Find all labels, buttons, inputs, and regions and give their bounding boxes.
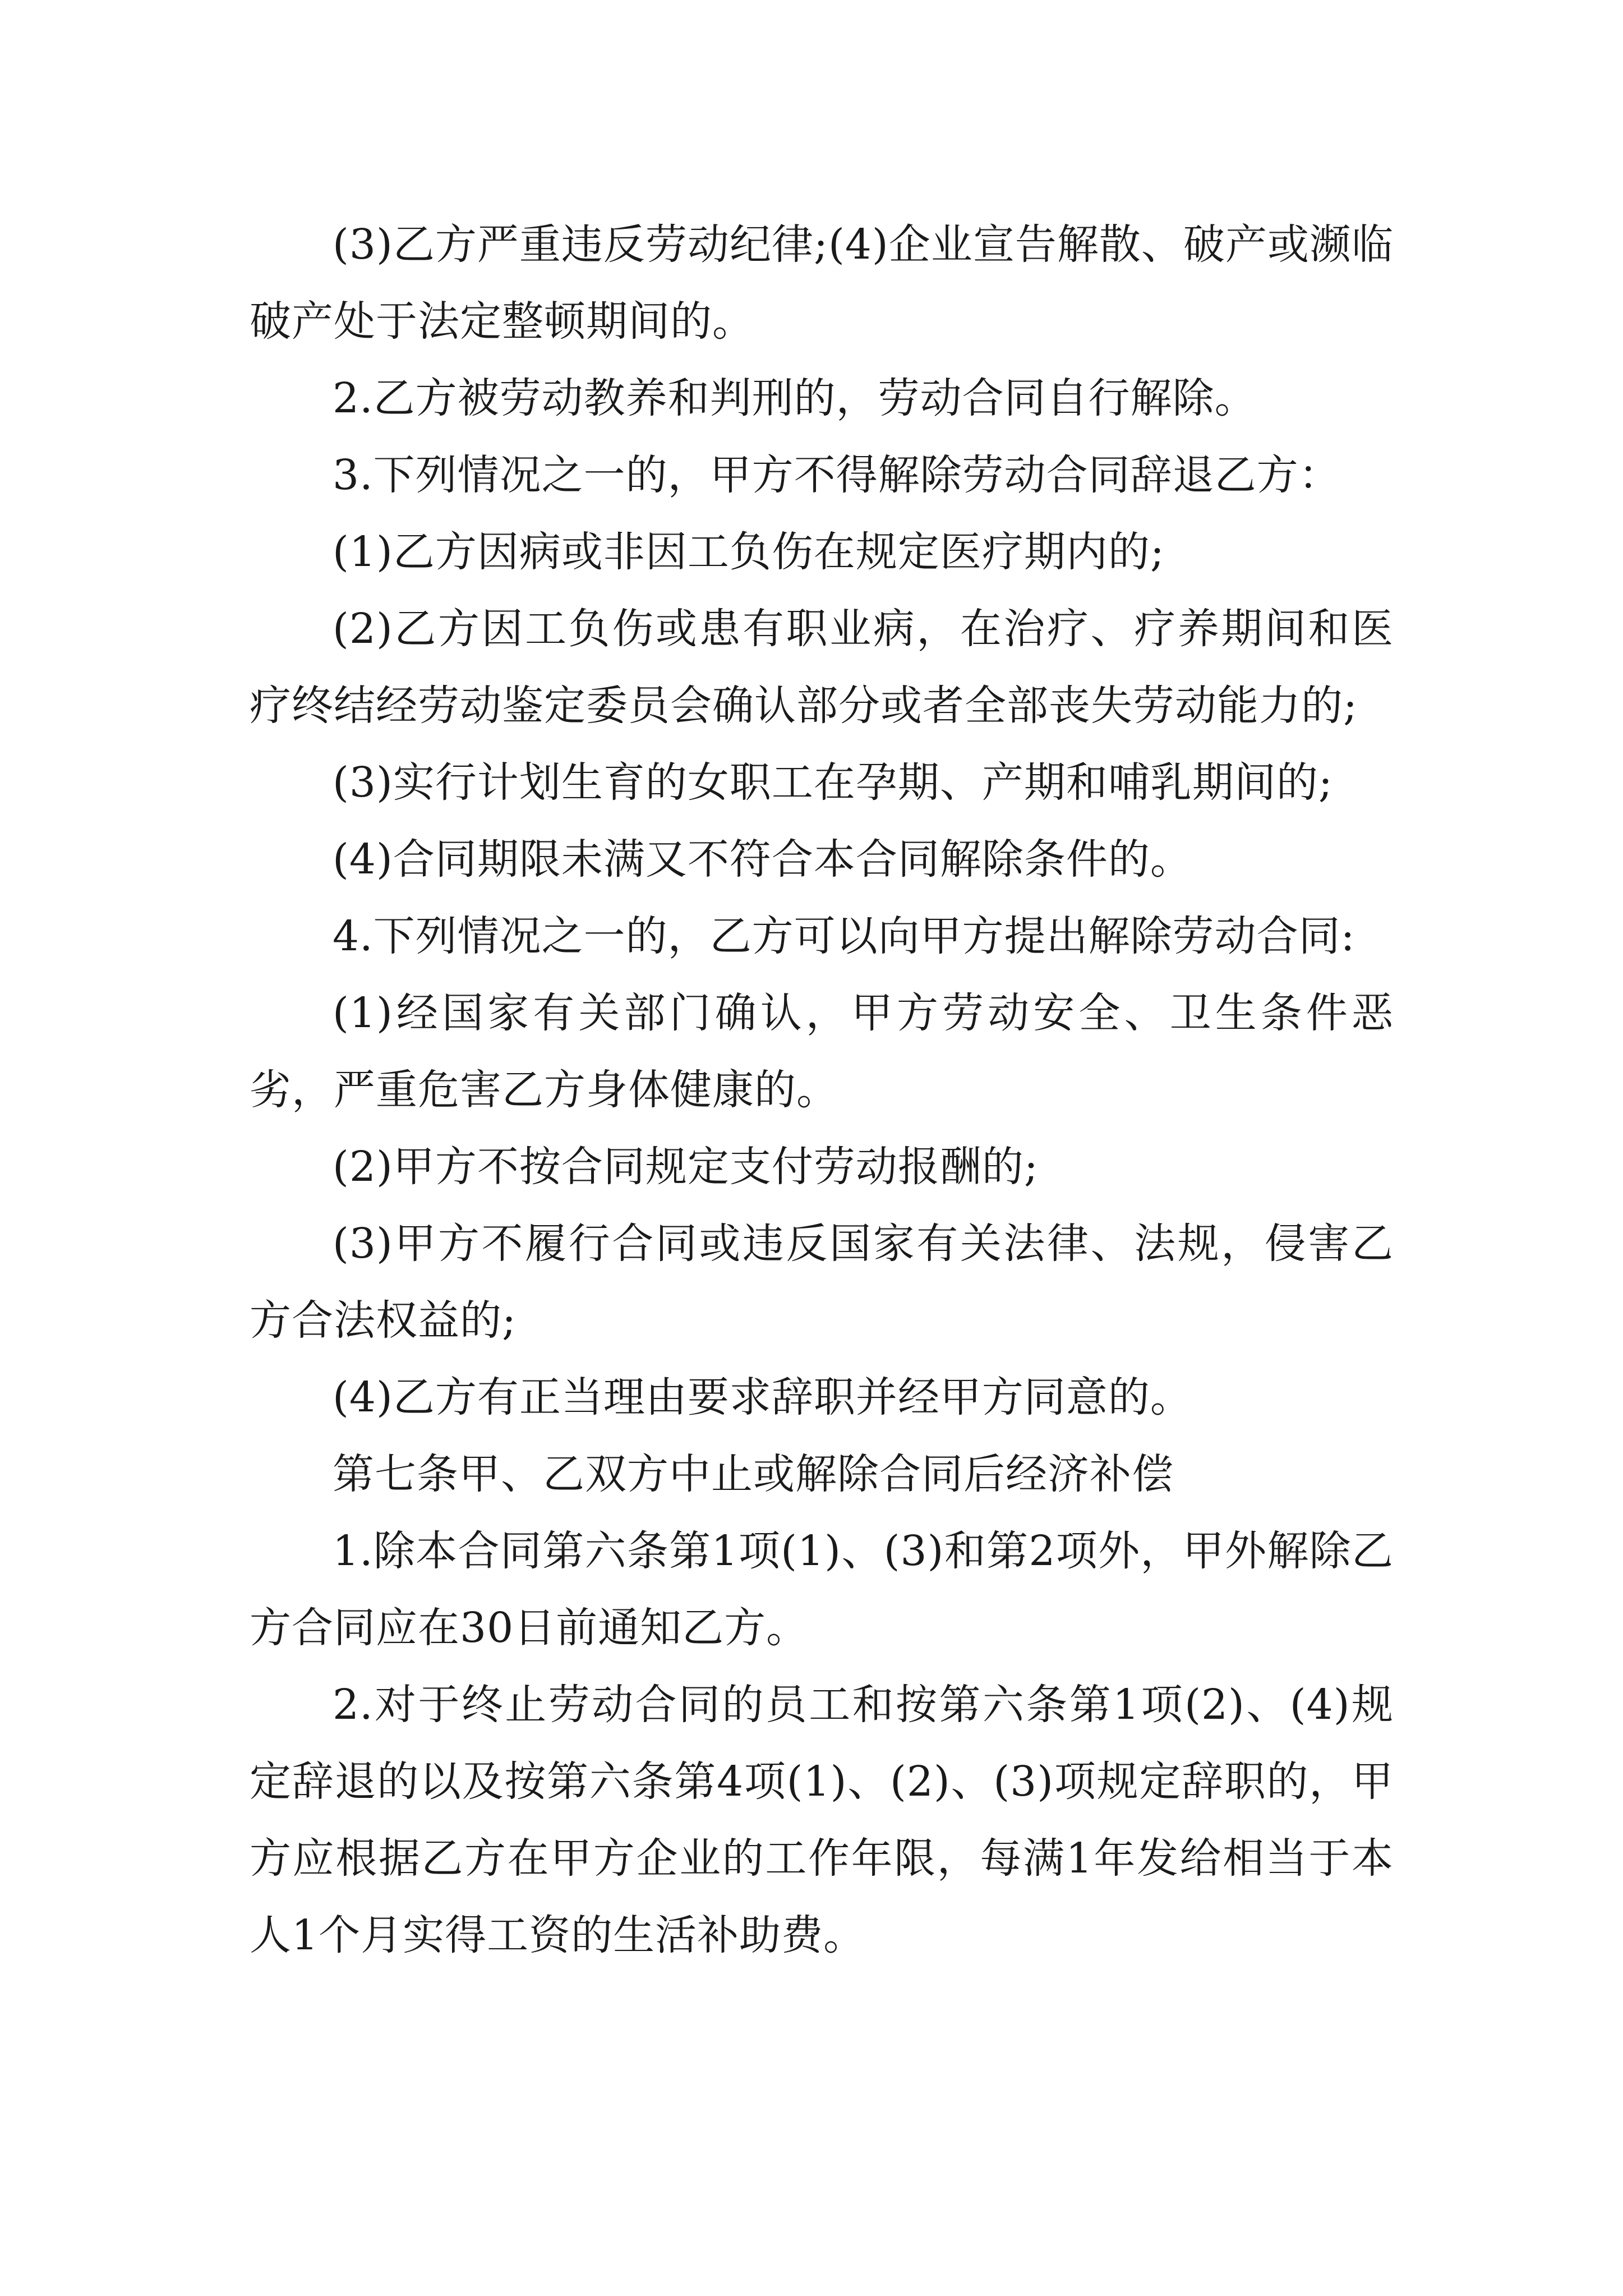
- paragraph: 1.除本合同第六条第1项(1)、(3)和第2项外，甲外解除乙方合同应在30日前通知乙方。: [250, 1527, 1394, 1652]
- document-body: [250, 206, 1394, 1974]
- paragraph: (3)实行计划生育的女职工在孕期、产期和哺乳期间的;: [333, 758, 1333, 807]
- paragraph: (1)乙方因病或非因工负伤在规定医疗期内的;: [333, 528, 1165, 576]
- paragraph: 3.下列情况之一的，甲方不得解除劳动合同辞退乙方：: [333, 451, 1341, 499]
- paragraph: 4.下列情况之一的，乙方可以向甲方提出解除劳动合同:: [333, 912, 1355, 960]
- paragraph: (2)甲方不按合同规定支付劳动报酬的;: [333, 1143, 1039, 1191]
- paragraph: (3)甲方不履行合同或违反国家有关法律、法规，侵害乙方合法权益的;: [250, 1220, 1394, 1345]
- paragraph: (3)乙方严重违反劳动纪律;(4)企业宣告解散、破产或濒临破产处于法定整顿期间的。: [250, 220, 1394, 346]
- paragraph: (4)合同期限未满又不符合本合同解除条件的。: [333, 835, 1192, 884]
- paragraph: (1)经国家有关部门确认，甲方劳动安全、卫生条件恶劣，严重危害乙方身体健康的。: [250, 989, 1394, 1114]
- paragraph: (4)乙方有正当理由要求辞职并经甲方同意的。: [333, 1373, 1192, 1421]
- section-heading: 第七条甲、乙双方中止或解除合同后经济补偿: [333, 1450, 1174, 1498]
- paragraph: 2.乙方被劳动教养和判刑的，劳动合同自行解除。: [333, 374, 1257, 422]
- paragraph: (2)乙方因工负伤或患有职业病，在治疗、疗养期间和医疗终结经劳动鉴定委员会确认部分或者全部丧失劳动能力的;: [250, 605, 1394, 730]
- paragraph: 2.对于终止劳动合同的员工和按第六条第1项(2)、(4)规定辞退的以及按第六条第4项(1)、(2)、(3)项规定辞职的，甲方应根据乙方在甲方企业的工作年限，每满1年发给相当于本人1个月实得工资的生活补助费。: [250, 1681, 1394, 1959]
